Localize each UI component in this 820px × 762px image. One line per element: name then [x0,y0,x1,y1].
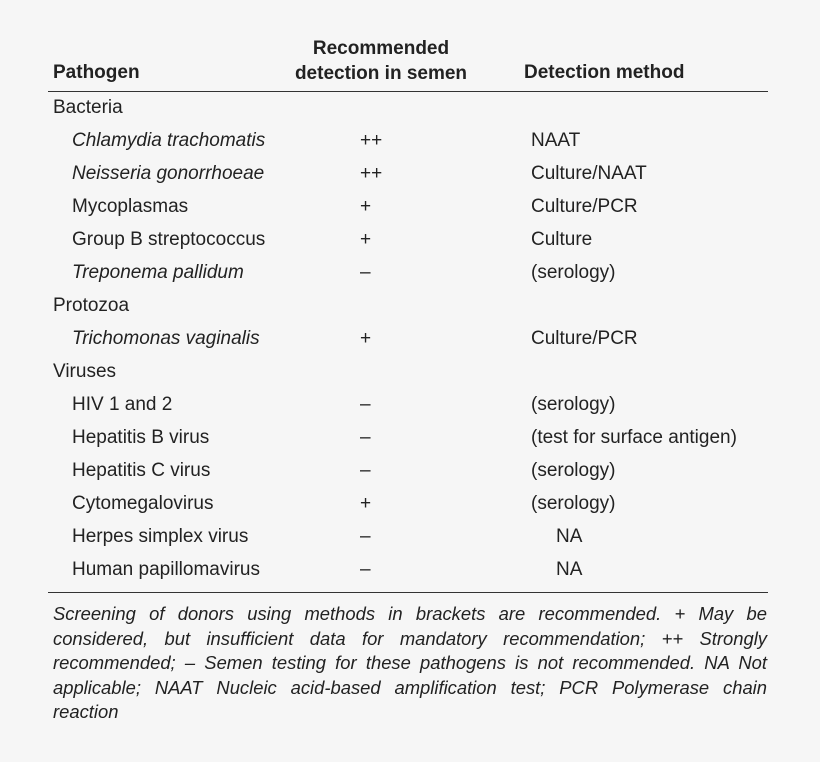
category-row [0,355,820,388]
recommendation-mark: ++ [360,163,383,184]
pathogen-name: Hepatitis C virus [72,460,211,481]
pathogen-name: Hepatitis B virus [72,427,210,448]
pathogen-name: Neisseria gonorrhoeae [72,163,265,184]
detection-method: (serology) [531,394,616,415]
table-row [0,520,820,553]
recommendation-mark: + [360,229,372,250]
table-footnote: Screening of donors using methods in brackets are recommended. + May be considered, but insufficient data for mandatory recommendation; ++ Strongly recommended; – Semen testing for these pathogens is not recommended. NA Not applicable; NAAT Nucleic acid-based amplification test; PCR Polymerase chain reaction [53,603,767,722]
table-row [0,256,820,289]
pathogen-name: Treponema pallidum [72,262,244,283]
category-label: Protozoa [53,295,130,316]
table-row [0,487,820,520]
recommendation-mark: ++ [360,130,383,151]
pathogen-name: Human papillomavirus [72,559,260,580]
header-recommended-line1: Recommended [312,38,450,59]
detection-method: (serology) [531,460,616,481]
detection-method: Culture/NAAT [531,163,647,184]
recommendation-mark: + [360,196,372,217]
table-row [0,421,820,454]
pathogen-name: Group B streptococcus [72,229,266,250]
recommendation-mark: + [360,493,372,514]
table-row [0,190,820,223]
recommendation-mark: + [360,328,372,349]
pathogen-name: Herpes simplex virus [72,526,249,547]
detection-method: (serology) [531,493,616,514]
table-body [0,91,820,586]
detection-method: Culture/PCR [531,328,638,349]
category-label: Viruses [53,361,117,382]
detection-method: NAAT [531,130,581,151]
pathogen-name: Cytomegalovirus [72,493,214,514]
table-row [0,553,820,586]
detection-method: Culture/PCR [531,196,638,217]
header-recommended-line2: detection in semen [294,63,468,84]
recommendation-mark: – [360,262,371,283]
recommendation-mark: – [360,394,371,415]
header-recommended-detection [272,36,490,86]
table-row [0,157,820,190]
pathogen-name: HIV 1 and 2 [72,394,173,415]
pathogen-name: Mycoplasmas [72,196,189,217]
header-pathogen: Pathogen [53,62,140,83]
detection-method: (serology) [531,262,616,283]
recommendation-mark: – [360,559,371,580]
pathogen-name: Trichomonas vaginalis [72,328,260,349]
category-row [0,289,820,322]
table-row [0,454,820,487]
detection-method: NA [556,526,583,547]
detection-method: Culture [531,229,593,250]
detection-method: NA [556,559,583,580]
table-row [0,124,820,157]
category-row [0,91,820,124]
bottom-rule [48,592,768,593]
pathogen-name: Chlamydia trachomatis [72,130,266,151]
recommendation-mark: – [360,427,371,448]
recommendation-mark: – [360,460,371,481]
table-row [0,223,820,256]
table-row [0,322,820,355]
recommendation-mark: – [360,526,371,547]
header-detection-method: Detection method [524,62,685,83]
category-label: Bacteria [53,97,123,118]
detection-method: (test for surface antigen) [531,427,737,448]
table-row [0,388,820,421]
